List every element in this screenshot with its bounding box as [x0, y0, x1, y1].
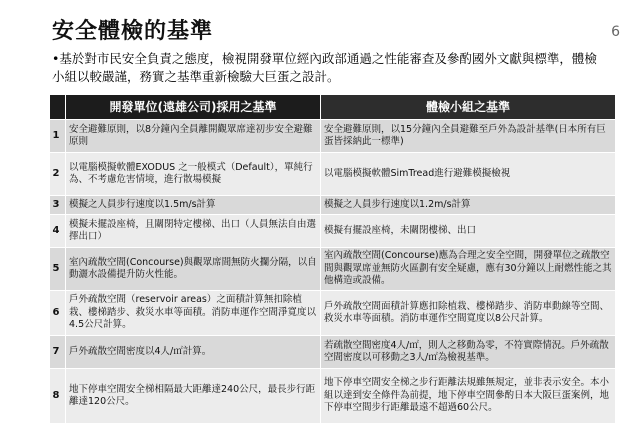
review-standard-cell: 安全避難原則，以15分鐘內全員避難至戶外為設計基準(日本所有巨蛋皆採納此一標準)	[321, 120, 616, 153]
table-row	[50, 248, 616, 291]
table-row	[50, 153, 616, 196]
table-row	[50, 120, 616, 153]
developer-standard-cell: 模擬之人員步行速度以1.5m/s計算	[66, 196, 321, 215]
intro-paragraph: •基於對市民安全負責之態度，檢視開發單位經內政部通過之性能審查及參酌國外文獻與標準，體檢小組以較嚴謹，務實之基準重新檢驗大巨蛋之設計。	[52, 51, 597, 84]
review-standard-cell: 模擬之人員步行速度以1.2m/s計算	[321, 196, 616, 215]
header-review-team-standard: 體檢小組之基準	[321, 95, 616, 120]
review-standard-cell: 模擬有擺設座椅，未關閉樓梯、出口	[321, 215, 616, 248]
developer-standard-cell: 戶外疏散空間密度以4人/㎡計算。	[66, 336, 321, 369]
page-number: 6	[611, 24, 620, 40]
row-number: 7	[50, 336, 66, 369]
developer-standard-cell: 地下停車空間安全梯相隔最大距離達240公尺，最長步行距離達120公尺。	[66, 369, 321, 424]
review-standard-cell: 地下停車空間安全梯之步行距離法規雖無規定，並非表示安全。本小組以達到安全條件為前提，地下停車空間參酌日本大阪巨蛋案例，地下停車空間步行距離最遠不超過60公尺。	[321, 369, 616, 424]
row-number: 6	[50, 291, 66, 336]
table-header-row	[50, 95, 616, 120]
developer-standard-cell: 以電腦模擬軟體EXODUS 之一般模式（Default），單純行為、不考慮危害情境，進行散場模擬	[66, 153, 321, 196]
developer-standard-cell: 室內疏散空間(Concourse)與觀眾席間無防火攔分隔，以自動灑水設備提升防火性能。	[66, 248, 321, 291]
header-number-cell	[50, 95, 66, 120]
row-number: 5	[50, 248, 66, 291]
row-number: 3	[50, 196, 66, 215]
developer-standard-cell: 戶外疏散空間（reservoir areas）之面積計算無扣除植栽、樓梯踏步、救災水車等面積。消防車運作空間淨寬度以4.5公尺計算。	[66, 291, 321, 336]
review-standard-cell: 以電腦模擬軟體SimTread進行避難模擬檢視	[321, 153, 616, 196]
review-standard-cell: 戶外疏散空間面積計算應扣除植栽、樓梯踏步、消防車動線等空間、救災水車等面積。消防車運作空間寬度以8公尺計算。	[321, 291, 616, 336]
table-row	[50, 336, 616, 369]
table-row	[50, 215, 616, 248]
developer-standard-cell: 安全避難原則，以8分鐘內全員離開觀眾席達初步安全避難原則	[66, 120, 321, 153]
row-number: 1	[50, 120, 66, 153]
row-number: 8	[50, 369, 66, 424]
review-standard-cell: 若疏散空間密度4人/㎡，則人之移動為零，不符實際情況。戶外疏散空間密度以可移動之3人/㎡為檢視基準。	[321, 336, 616, 369]
row-number: 4	[50, 215, 66, 248]
row-number: 2	[50, 153, 66, 196]
review-standard-cell: 室內疏散空間(Concourse)應為合理之安全空間，開發單位之疏散空間與觀眾席並無防火區劃有安全疑慮，應有30分鐘以上耐燃性能之其他構造或設備。	[321, 248, 616, 291]
developer-standard-cell: 模擬未擺設座椅，且關閉特定樓梯、出口（人員無法自由選擇出口）	[66, 215, 321, 248]
table-row	[50, 369, 616, 424]
table-row	[50, 196, 616, 215]
slide-title: 安全體檢的基準	[52, 19, 214, 44]
header-developer-standard: 開發單位(遠雄公司)採用之基準	[66, 95, 321, 120]
comparison-table	[49, 94, 616, 424]
table-row	[50, 291, 616, 336]
